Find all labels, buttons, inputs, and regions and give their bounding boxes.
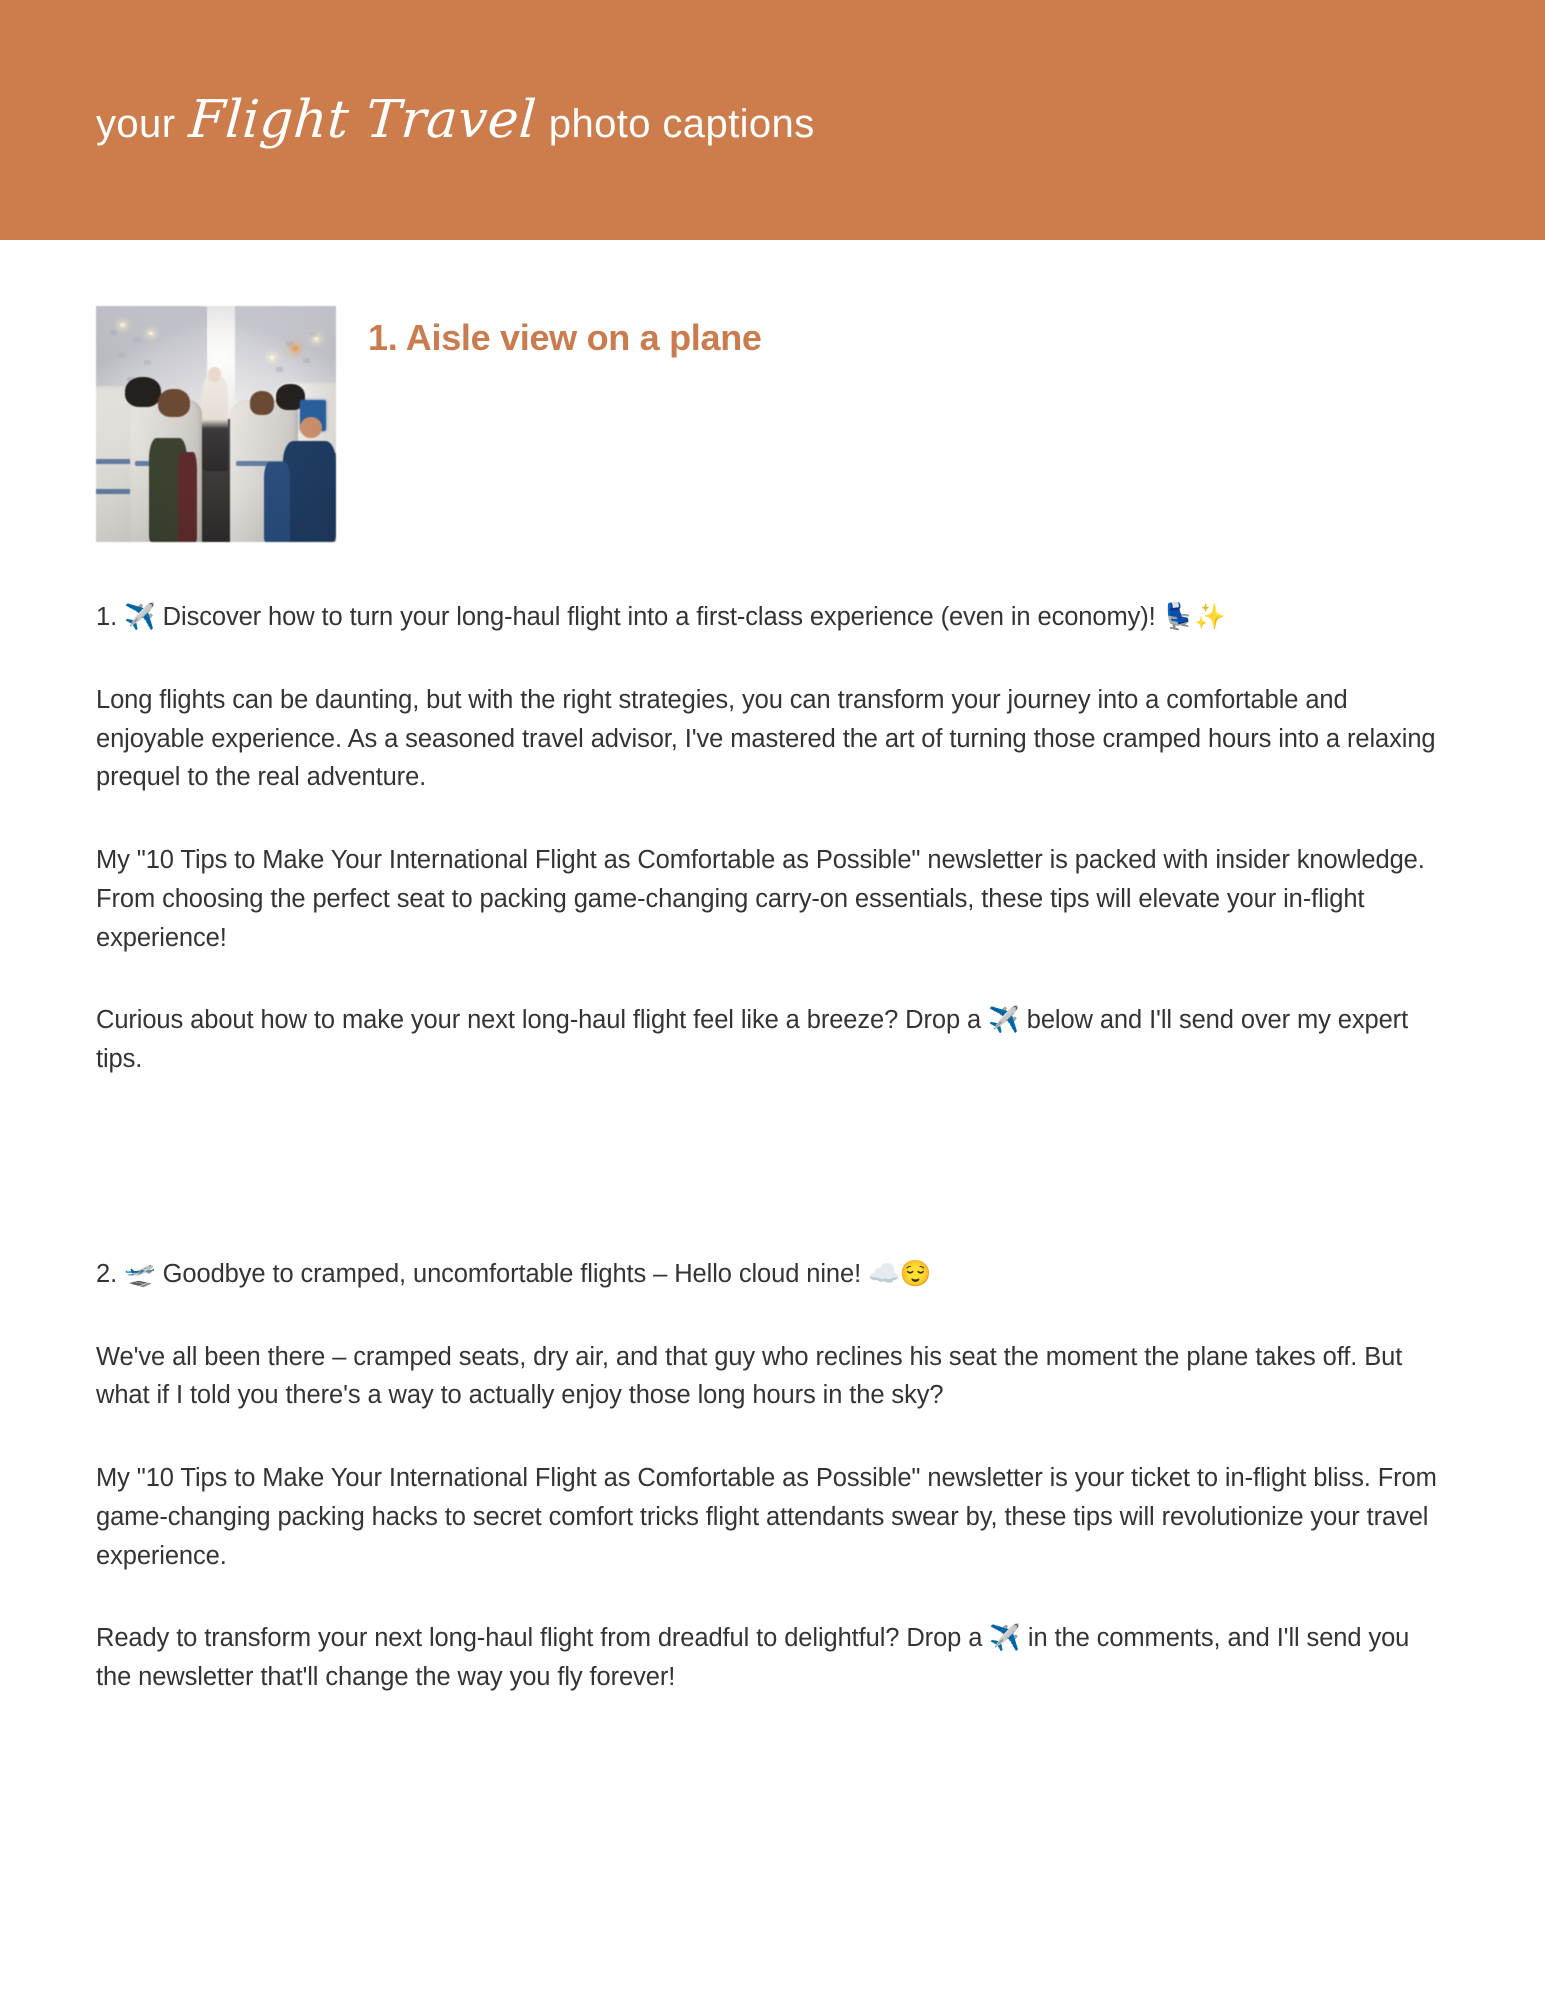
document-content	[0, 240, 1545, 1697]
airplane-cabin-thumbnail	[96, 306, 336, 542]
page-title	[96, 90, 815, 150]
title-script-word: Flight Travel	[187, 90, 539, 150]
caption-2-paragraph-4: Ready to transform your next long-haul flight from dreadful to delightful? Drop a ✈️ in the comments, and I'll send you the newsletter that'll change the way you fly forever!	[96, 1624, 1410, 1691]
caption-1-paragraph-2: Long flights can be daunting, but with the right strategies, you can transform your journey into a comfortable and enjoyable experience. As a seasoned travel advisor, I've mastered the art of turning those cramped hours into a relaxing prequel to the real adventure.	[96, 685, 1436, 792]
page-header-banner	[0, 0, 1545, 240]
section-divider-gap	[96, 1123, 1449, 1255]
entry-header	[96, 240, 1449, 542]
caption-1-paragraph-1: 1. ✈️ Discover how to turn your long-haul flight into a first-class experience (even in economy)! 💺✨	[96, 603, 1226, 631]
caption-2-paragraph-1: 2. 🛫 Goodbye to cramped, uncomfortable flights – Hello cloud nine! ☁️😌	[96, 1259, 932, 1288]
title-suffix: photo captions	[548, 102, 815, 146]
title-prefix: your	[96, 102, 176, 146]
caption-block-2	[96, 1255, 1449, 1697]
caption-2-paragraph-3: My "10 Tips to Make Your International Flight as Comfortable as Possible" newsletter is your ticket to in-flight bliss. From game-changing packing hacks to secret comfort tricks flight attendants swear by, these tips will revolutionize your travel experience.	[96, 1464, 1437, 1570]
caption-block-1	[96, 542, 1449, 1079]
caption-1-paragraph-3: My "10 Tips to Make Your International Flight as Comfortable as Possible" newsletter is packed with insider knowledge. From choosing the perfect seat to packing game-changing carry-on essentials, these tips will elevate your in-flight experience!	[96, 846, 1425, 952]
caption-2-paragraph-2: We've all been there – cramped seats, dry air, and that guy who reclines his seat the moment the plane takes off. But what if I told you there's a way to actually enjoy those long hours in the sky?	[96, 1342, 1403, 1410]
caption-1-paragraph-4: Curious about how to make your next long-haul flight feel like a breeze? Drop a ✈️ below and I'll send over my expert tips.	[96, 1006, 1409, 1073]
entry-title: 1. Aisle view on a plane	[368, 317, 762, 358]
